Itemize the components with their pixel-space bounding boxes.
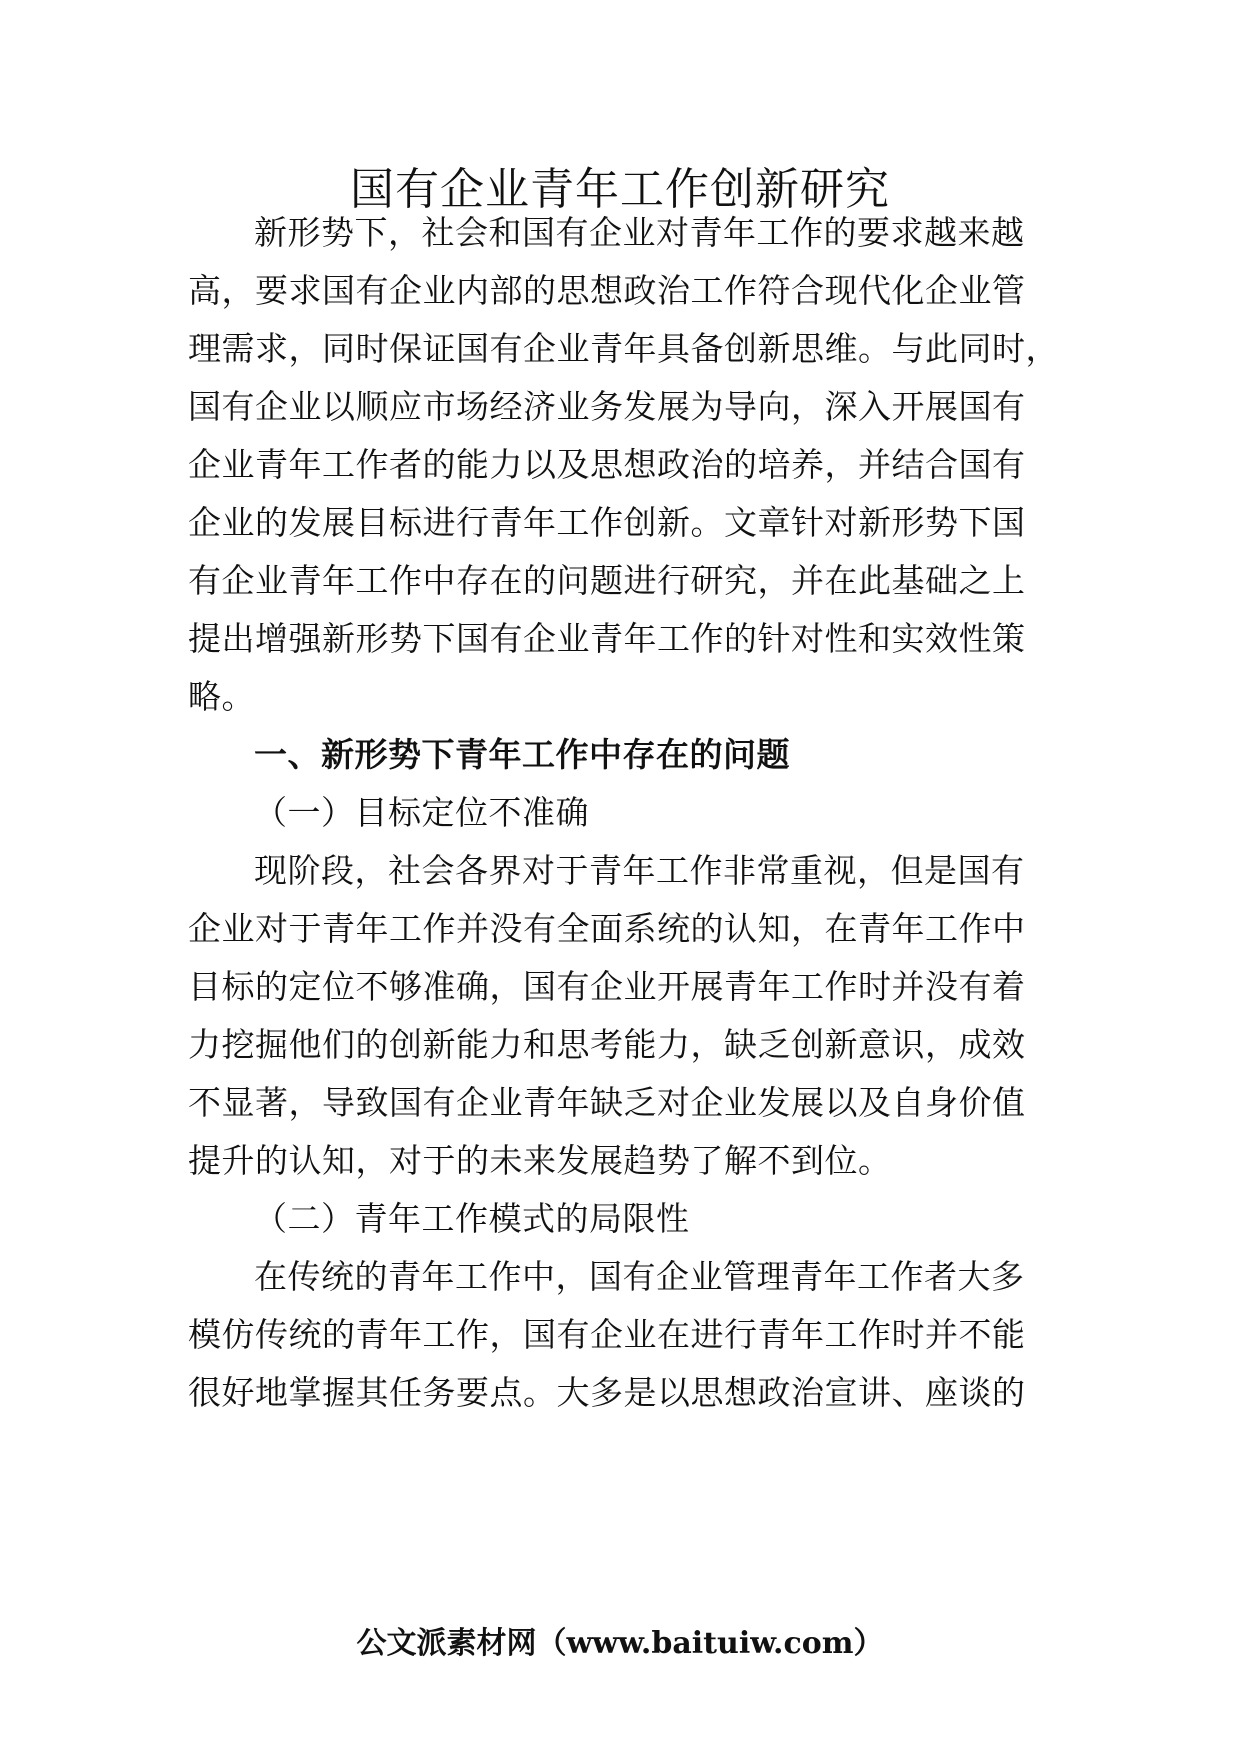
paragraph-line: 新形势下，社会和国有企业对青年工作的要求越来越 [254, 213, 1025, 252]
paragraph-line: 理需求，同时保证国有企业青年具备创新思维。与此同时， [188, 329, 1059, 368]
paragraph-line: 力挖掘他们的创新能力和思考能力，缺乏创新意识，成效 [188, 1025, 1026, 1064]
document-title: 国有企业青年工作创新研究 [350, 164, 890, 215]
paragraph-line: 略。 [188, 677, 255, 716]
paragraph-line: 提出增强新形势下国有企业青年工作的针对性和实效性策 [188, 619, 1026, 658]
paragraph-line: 企业青年工作者的能力以及思想政治的培养，并结合国有 [188, 445, 1026, 484]
paragraph-line: 国有企业以顺应市场经济业务发展为导向，深入开展国有 [188, 387, 1026, 426]
paragraph-line: 高，要求国有企业内部的思想政治工作符合现代化企业管 [188, 271, 1026, 310]
subsection-heading: （二）青年工作模式的局限性 [254, 1199, 690, 1238]
paragraph-line: 有企业青年工作中存在的问题进行研究，并在此基础之上 [188, 561, 1026, 600]
paragraph-line: 企业对于青年工作并没有全面系统的认知，在青年工作中 [188, 909, 1026, 948]
paragraph-line: 不显著，导致国有企业青年缺乏对企业发展以及自身价值 [188, 1083, 1026, 1122]
section-heading: 一、新形势下青年工作中存在的问题 [254, 735, 790, 774]
footer-source-text: 公文派素材网（www.baituiw.com） [356, 1626, 884, 1661]
paragraph-line: 提升的认知，对于的未来发展趋势了解不到位。 [188, 1141, 892, 1180]
paragraph-line: 在传统的青年工作中，国有企业管理青年工作者大多 [254, 1257, 1025, 1296]
paragraph-line: 目标的定位不够准确，国有企业开展青年工作时并没有着 [188, 967, 1026, 1006]
paragraph-line: 企业的发展目标进行青年工作创新。文章针对新形势下国 [188, 503, 1026, 542]
paragraph-line: 模仿传统的青年工作，国有企业在进行青年工作时并不能 [188, 1315, 1026, 1354]
paragraph-line: 很好地掌握其任务要点。大多是以思想政治宣讲、座谈的 [188, 1373, 1026, 1412]
paragraph-line: 现阶段，社会各界对于青年工作非常重视，但是国有 [254, 851, 1025, 890]
subsection-heading: （一）目标定位不准确 [254, 793, 589, 832]
